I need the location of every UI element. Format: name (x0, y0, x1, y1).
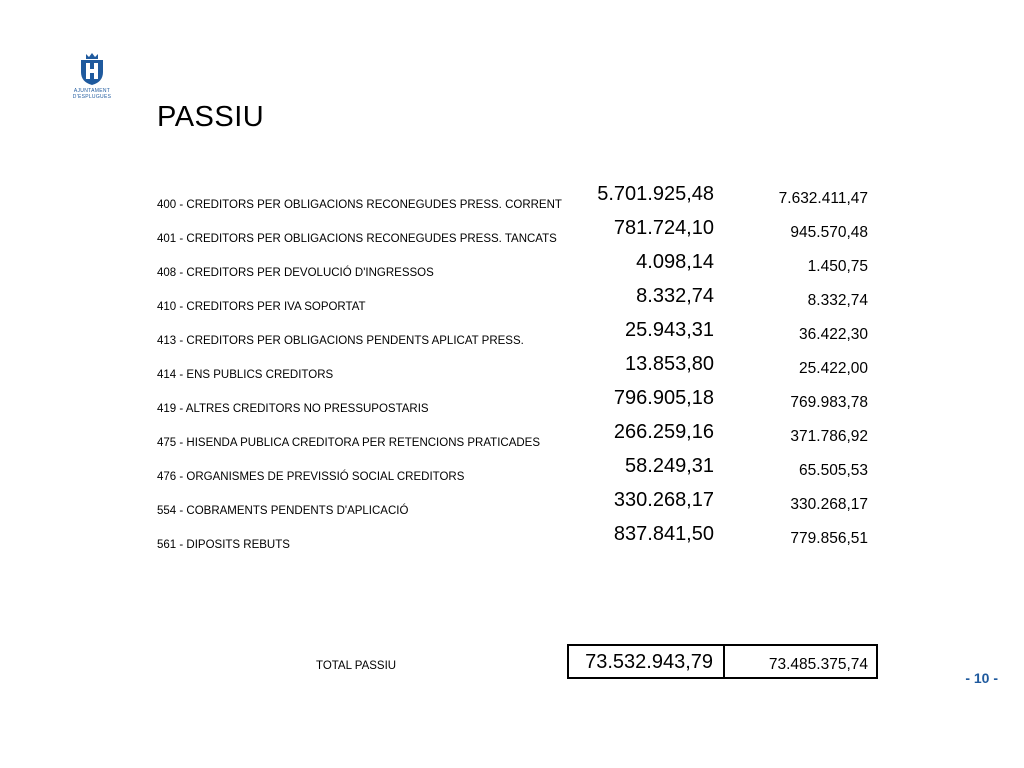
account-current-value: 4.098,14 (636, 251, 714, 273)
account-row (0, 457, 1024, 491)
account-description: 410 - CREDITORS PER IVA SOPORTAT (157, 301, 366, 313)
logo (68, 52, 116, 100)
total-current-value: 73.532.943,79 (585, 651, 713, 673)
total-divider (723, 646, 725, 677)
account-row (0, 389, 1024, 423)
account-previous-value: 945.570,48 (790, 224, 868, 241)
account-description: 419 - ALTRES CREDITORS NO PRESSUPOSTARIS (157, 403, 429, 415)
account-description: 554 - COBRAMENTS PENDENTS D'APLICACIÓ (157, 505, 409, 517)
account-row (0, 355, 1024, 389)
account-row (0, 219, 1024, 253)
account-description: 401 - CREDITORS PER OBLIGACIONS RECONEGUDES PRESS. TANCATS (157, 233, 557, 245)
account-row (0, 185, 1024, 219)
account-row (0, 491, 1024, 525)
logo-text-line1: AJUNTAMENT (73, 88, 111, 94)
account-current-value: 266.259,16 (613, 421, 714, 443)
account-current-value: 8.332,74 (636, 285, 714, 307)
account-current-value: 58.249,31 (625, 455, 714, 477)
account-previous-value: 25.422,00 (799, 360, 868, 377)
account-description: 475 - HISENDA PUBLICA CREDITORA PER RETENCIONS PRATICADES (157, 437, 541, 449)
total-box (567, 644, 878, 679)
page-title: PASSIU (157, 101, 265, 133)
account-description: 413 - CREDITORS PER OBLIGACIONS PENDENTS APLICAT PRESS. (157, 335, 524, 347)
account-previous-value: 779.856,51 (790, 530, 868, 547)
coat-of-arms-icon (77, 52, 107, 86)
account-previous-value: 330.268,17 (790, 496, 868, 513)
total-previous-value: 73.485.375,74 (768, 656, 868, 673)
account-row (0, 525, 1024, 559)
account-previous-value: 1.450,75 (807, 258, 868, 275)
account-previous-value: 36.422,30 (799, 326, 868, 343)
page-number: - 10 - (965, 670, 998, 686)
account-current-value: 5.701.925,48 (597, 183, 714, 205)
account-current-value: 13.853,80 (625, 353, 714, 375)
account-row (0, 287, 1024, 321)
account-previous-value: 65.505,53 (799, 462, 868, 479)
account-description: 476 - ORGANISMES DE PREVISSIÓ SOCIAL CREDITORS (157, 471, 465, 483)
account-current-value: 837.841,50 (613, 523, 714, 545)
account-description: 400 - CREDITORS PER OBLIGACIONS RECONEGUDES PRESS. CORRENT (157, 199, 562, 211)
account-previous-value: 769.983,78 (790, 394, 868, 411)
account-description: 561 - DIPOSITS REBUTS (157, 539, 290, 551)
logo-text-line2: D'ESPLUGUES (72, 94, 112, 100)
account-description: 414 - ENS PUBLICS CREDITORS (157, 369, 334, 381)
account-previous-value: 371.786,92 (790, 428, 868, 445)
account-previous-value: 8.332,74 (807, 292, 868, 309)
account-row (0, 321, 1024, 355)
account-row (0, 253, 1024, 287)
account-current-value: 330.268,17 (613, 489, 714, 511)
total-label: TOTAL PASSIU (316, 660, 397, 672)
account-row (0, 423, 1024, 457)
account-previous-value: 7.632.411,47 (778, 190, 868, 207)
account-current-value: 796.905,18 (613, 387, 714, 409)
account-description: 408 - CREDITORS PER DEVOLUCIÓ D'INGRESSOS (157, 267, 434, 279)
account-current-value: 781.724,10 (613, 217, 714, 239)
account-current-value: 25.943,31 (625, 319, 714, 341)
